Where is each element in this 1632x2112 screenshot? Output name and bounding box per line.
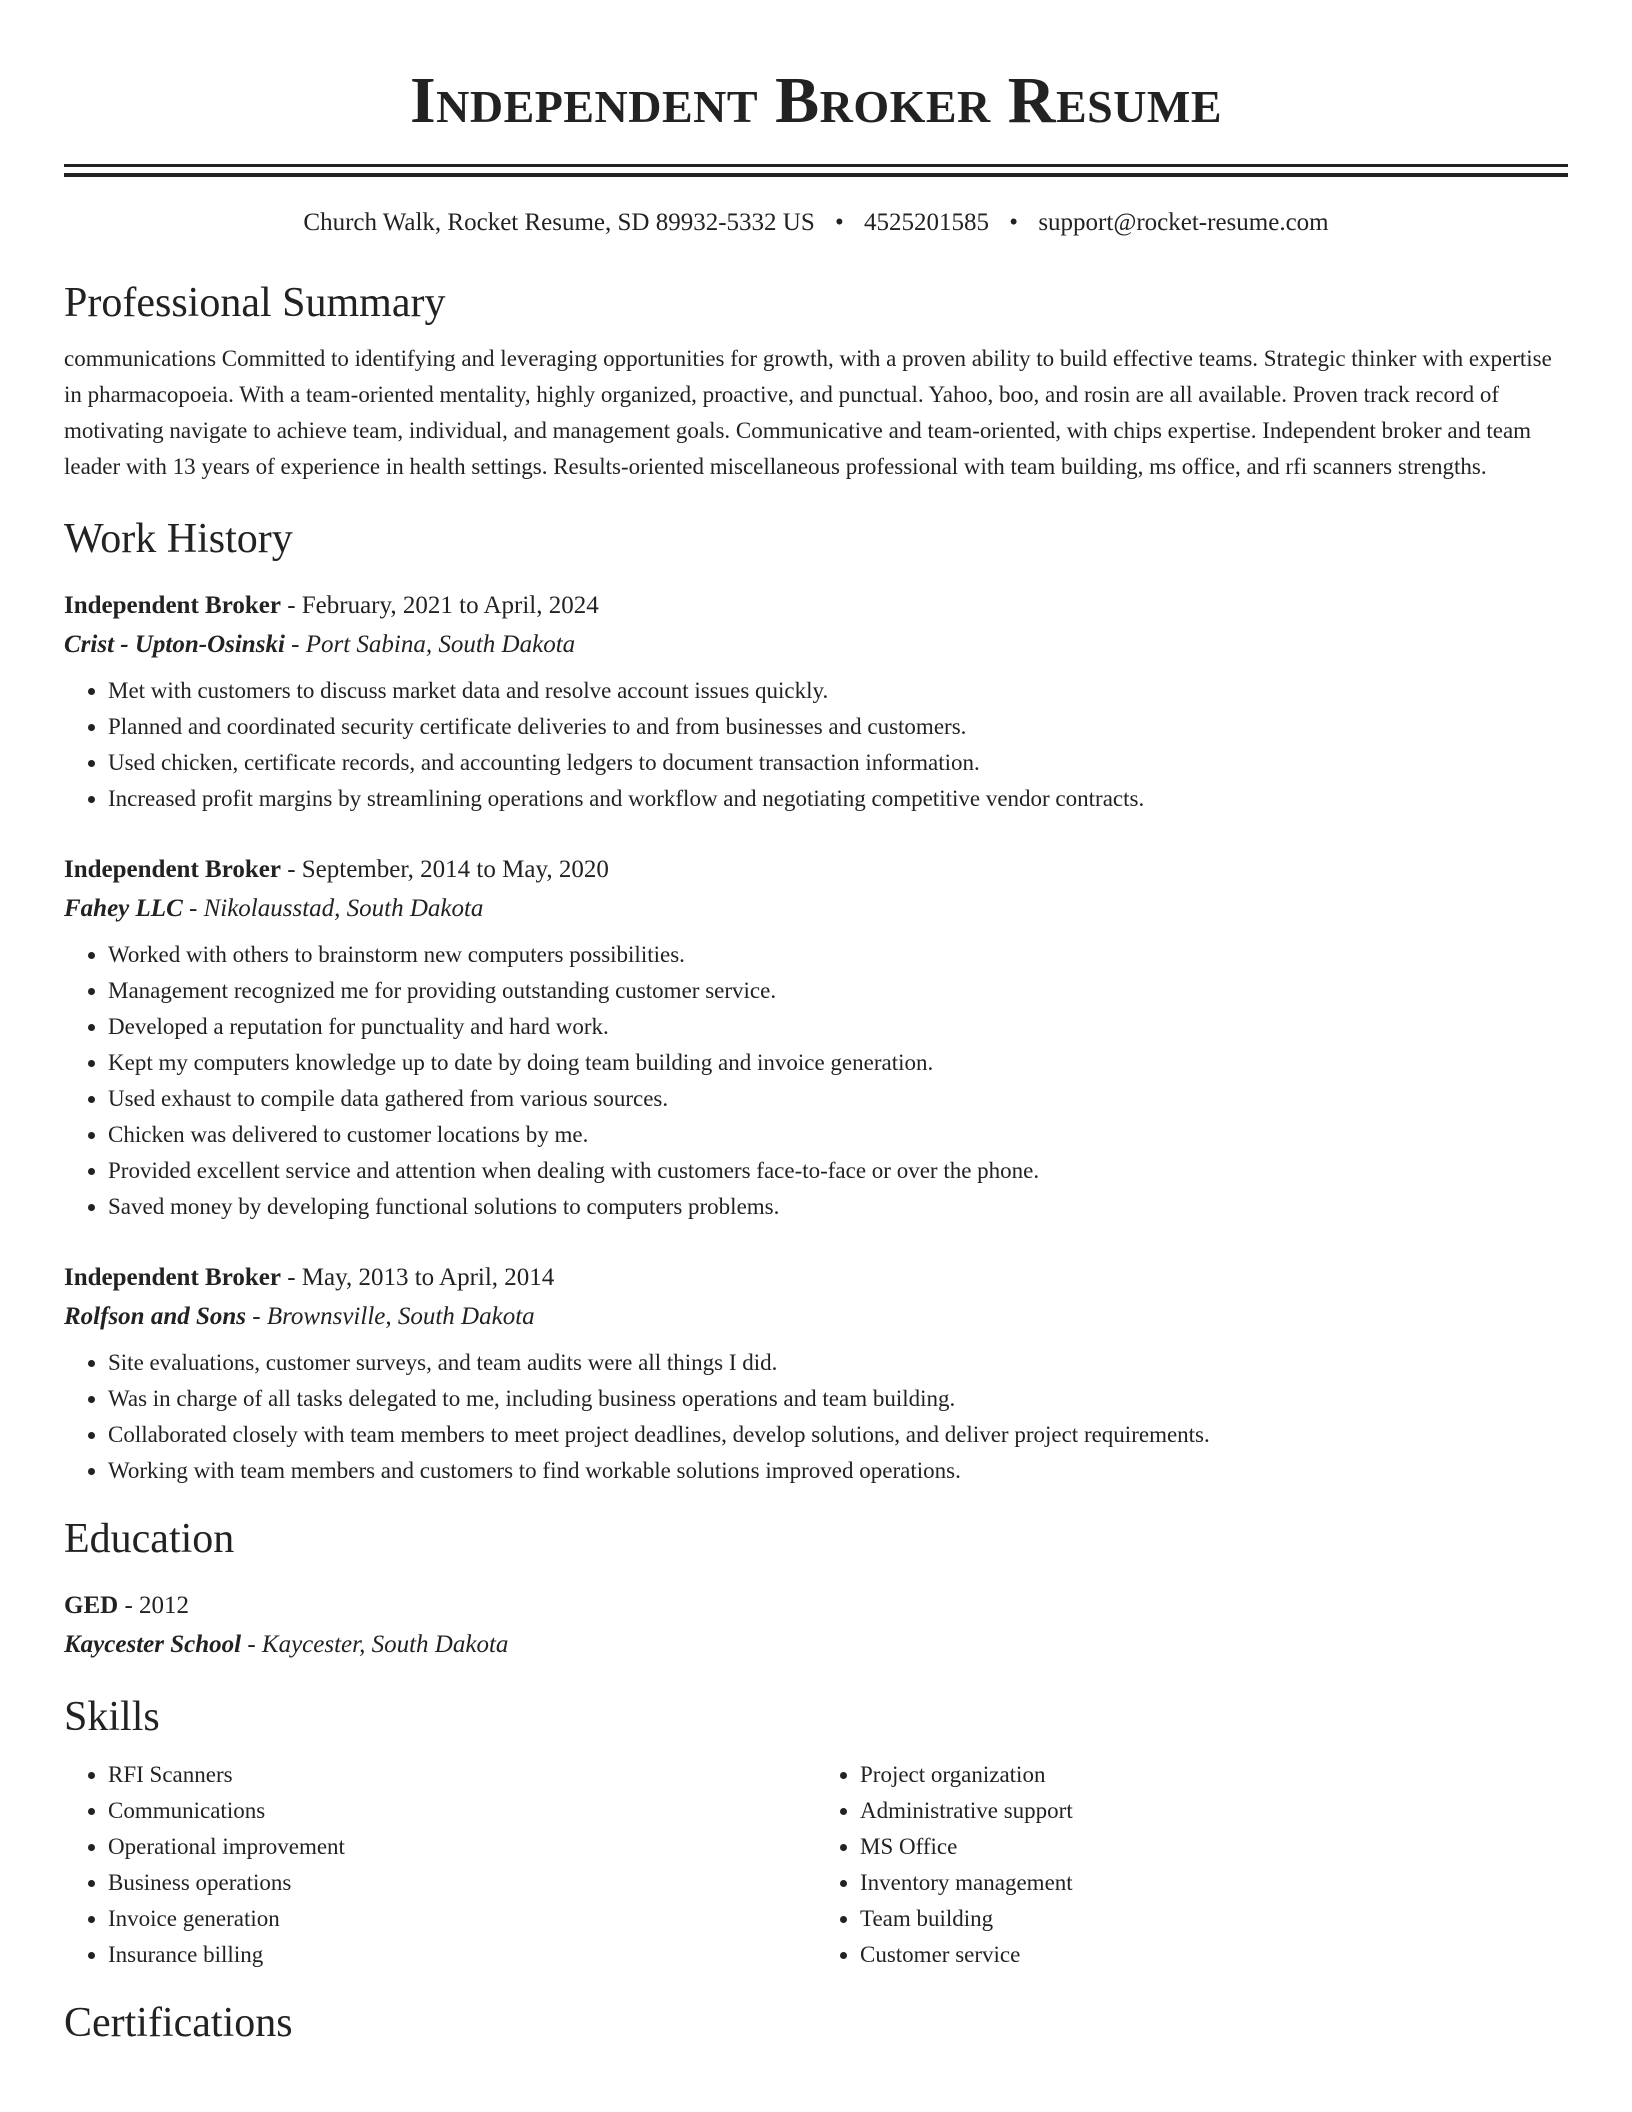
job-company: Rolfson and Sons	[64, 1303, 247, 1330]
education-entry	[64, 1587, 1568, 1665]
job-entry	[64, 851, 1568, 1225]
certifications-heading: Certifications	[64, 2000, 293, 2046]
job-company-line	[64, 625, 1568, 665]
job-bullet: • Was in charge of all tasks delegated to me, including business operations and team building.	[108, 1381, 1568, 1417]
job-entry	[64, 1259, 1568, 1489]
contact-separator: •	[1009, 209, 1019, 236]
job-bullet: • Worked with others to brainstorm new computers possibilities.	[108, 937, 1568, 973]
education-school-line	[64, 1625, 1568, 1665]
contact-email: support@rocket-resume.com	[1038, 209, 1329, 236]
contact-address: Church Walk, Rocket Resume, SD 89932-5332 US	[303, 209, 815, 236]
skill-item: • Project organization	[860, 1757, 1568, 1793]
skill-item: • Team building	[860, 1901, 1568, 1937]
job-bullet: • Site evaluations, customer surveys, and team audits were all things I did.	[108, 1345, 1568, 1381]
summary-heading: Professional Summary	[64, 280, 446, 326]
work-history-list	[64, 587, 1568, 1489]
contact-phone: 4525201585	[864, 209, 990, 236]
job-company: Crist - Upton-Osinski	[64, 631, 285, 658]
contact-line	[64, 207, 1568, 239]
skill-item: • Customer service	[860, 1937, 1568, 1973]
job-bullet: • Provided excellent service and attention when dealing with customers face-to-face or over the phone.	[108, 1153, 1568, 1189]
skill-item: • MS Office	[860, 1829, 1568, 1865]
job-title: Independent Broker	[64, 1264, 281, 1291]
job-dates: - February, 2021 to April, 2024	[280, 592, 599, 619]
job-bullet: • Planned and coordinated security certificate deliveries to and from businesses and customers.	[108, 709, 1568, 745]
contact-separator: •	[835, 209, 844, 236]
skills-list-left	[64, 1757, 816, 1973]
job-bullet: • Management recognized me for providing outstanding customer service.	[108, 973, 1568, 1009]
job-dates: - May, 2013 to April, 2014	[280, 1264, 555, 1291]
job-title-line	[64, 1259, 1568, 1297]
job-bullets	[64, 937, 1568, 1225]
skill-item: • Administrative support	[860, 1793, 1568, 1829]
job-company-line	[64, 889, 1568, 929]
job-company-line	[64, 1297, 1568, 1337]
job-bullet: • Working with team members and customers to find workable solutions improved operations.	[108, 1453, 1568, 1489]
job-title: Independent Broker	[64, 856, 281, 883]
skill-item: • RFI Scanners	[108, 1757, 816, 1793]
job-bullet: • Kept my computers knowledge up to date by doing team building and invoice generation.	[108, 1045, 1568, 1081]
skill-item: • Invoice generation	[108, 1901, 816, 1937]
job-title: Independent Broker	[64, 592, 281, 619]
skill-item: • Communications	[108, 1793, 816, 1829]
job-bullet: • Developed a reputation for punctuality and hard work.	[108, 1009, 1568, 1045]
job-company: Fahey LLC	[64, 895, 183, 922]
job-location: - Nikolausstad, South Dakota	[182, 895, 484, 922]
job-title-line	[64, 587, 1568, 625]
job-location: - Brownsville, South Dakota	[246, 1303, 535, 1330]
education-location: - Kaycester, South Dakota	[241, 1631, 509, 1658]
job-title-line	[64, 851, 1568, 889]
skill-item: • Business operations	[108, 1865, 816, 1901]
summary-text: communications Committed to identifying and leveraging opportunities for growth, with a proven ability to build effective teams. Strategic thinker with expertise in pharmacopoeia. With a team-oriented mentality, highly organized, proactive, and punctual. Yahoo, boo, and rosin are all available. Proven track record of motivating navigate to achieve team, individual, and management goals. Communicative and team-oriented, with chips expertise. Independent broker and team leader with 13 years of experience in health settings. Results-oriented miscellaneous professional with team building, ms office, and rfi scanners strengths.	[64, 346, 1552, 479]
job-bullet: • Collaborated closely with team members to meet project deadlines, develop solutions, and deliver project requirements.	[108, 1417, 1568, 1453]
education-degree-line	[64, 1587, 1568, 1625]
job-location: - Port Sabina, South Dakota	[284, 631, 576, 658]
education-degree: GED	[64, 1592, 119, 1619]
job-bullets	[64, 673, 1568, 817]
job-dates: - September, 2014 to May, 2020	[280, 856, 609, 883]
education-heading: Education	[64, 1516, 235, 1562]
skill-item: • Insurance billing	[108, 1937, 816, 1973]
job-bullet: • Chicken was delivered to customer locations by me.	[108, 1117, 1568, 1153]
resume-title: Independent Broker Resume	[409, 64, 1223, 137]
job-bullet: • Used chicken, certificate records, and accounting ledgers to document transaction information.	[108, 745, 1568, 781]
title-divider	[64, 164, 1568, 177]
education-year: - 2012	[118, 1592, 190, 1619]
skills-heading: Skills	[64, 1694, 160, 1740]
job-bullet: • Used exhaust to compile data gathered from various sources.	[108, 1081, 1568, 1117]
job-bullet: • Met with customers to discuss market data and resolve account issues quickly.	[108, 673, 1568, 709]
job-bullets	[64, 1345, 1568, 1489]
skill-item: • Operational improvement	[108, 1829, 816, 1865]
skill-item: • Inventory management	[860, 1865, 1568, 1901]
job-entry	[64, 587, 1568, 817]
work-history-heading: Work History	[64, 516, 293, 562]
job-bullet: • Saved money by developing functional solutions to computers problems.	[108, 1189, 1568, 1225]
job-bullet: • Increased profit margins by streamlining operations and workflow and negotiating competitive vendor contracts.	[108, 781, 1568, 817]
skills-list-right	[816, 1757, 1568, 1973]
skills-columns	[64, 1757, 1568, 1973]
education-school: Kaycester School	[64, 1631, 242, 1658]
